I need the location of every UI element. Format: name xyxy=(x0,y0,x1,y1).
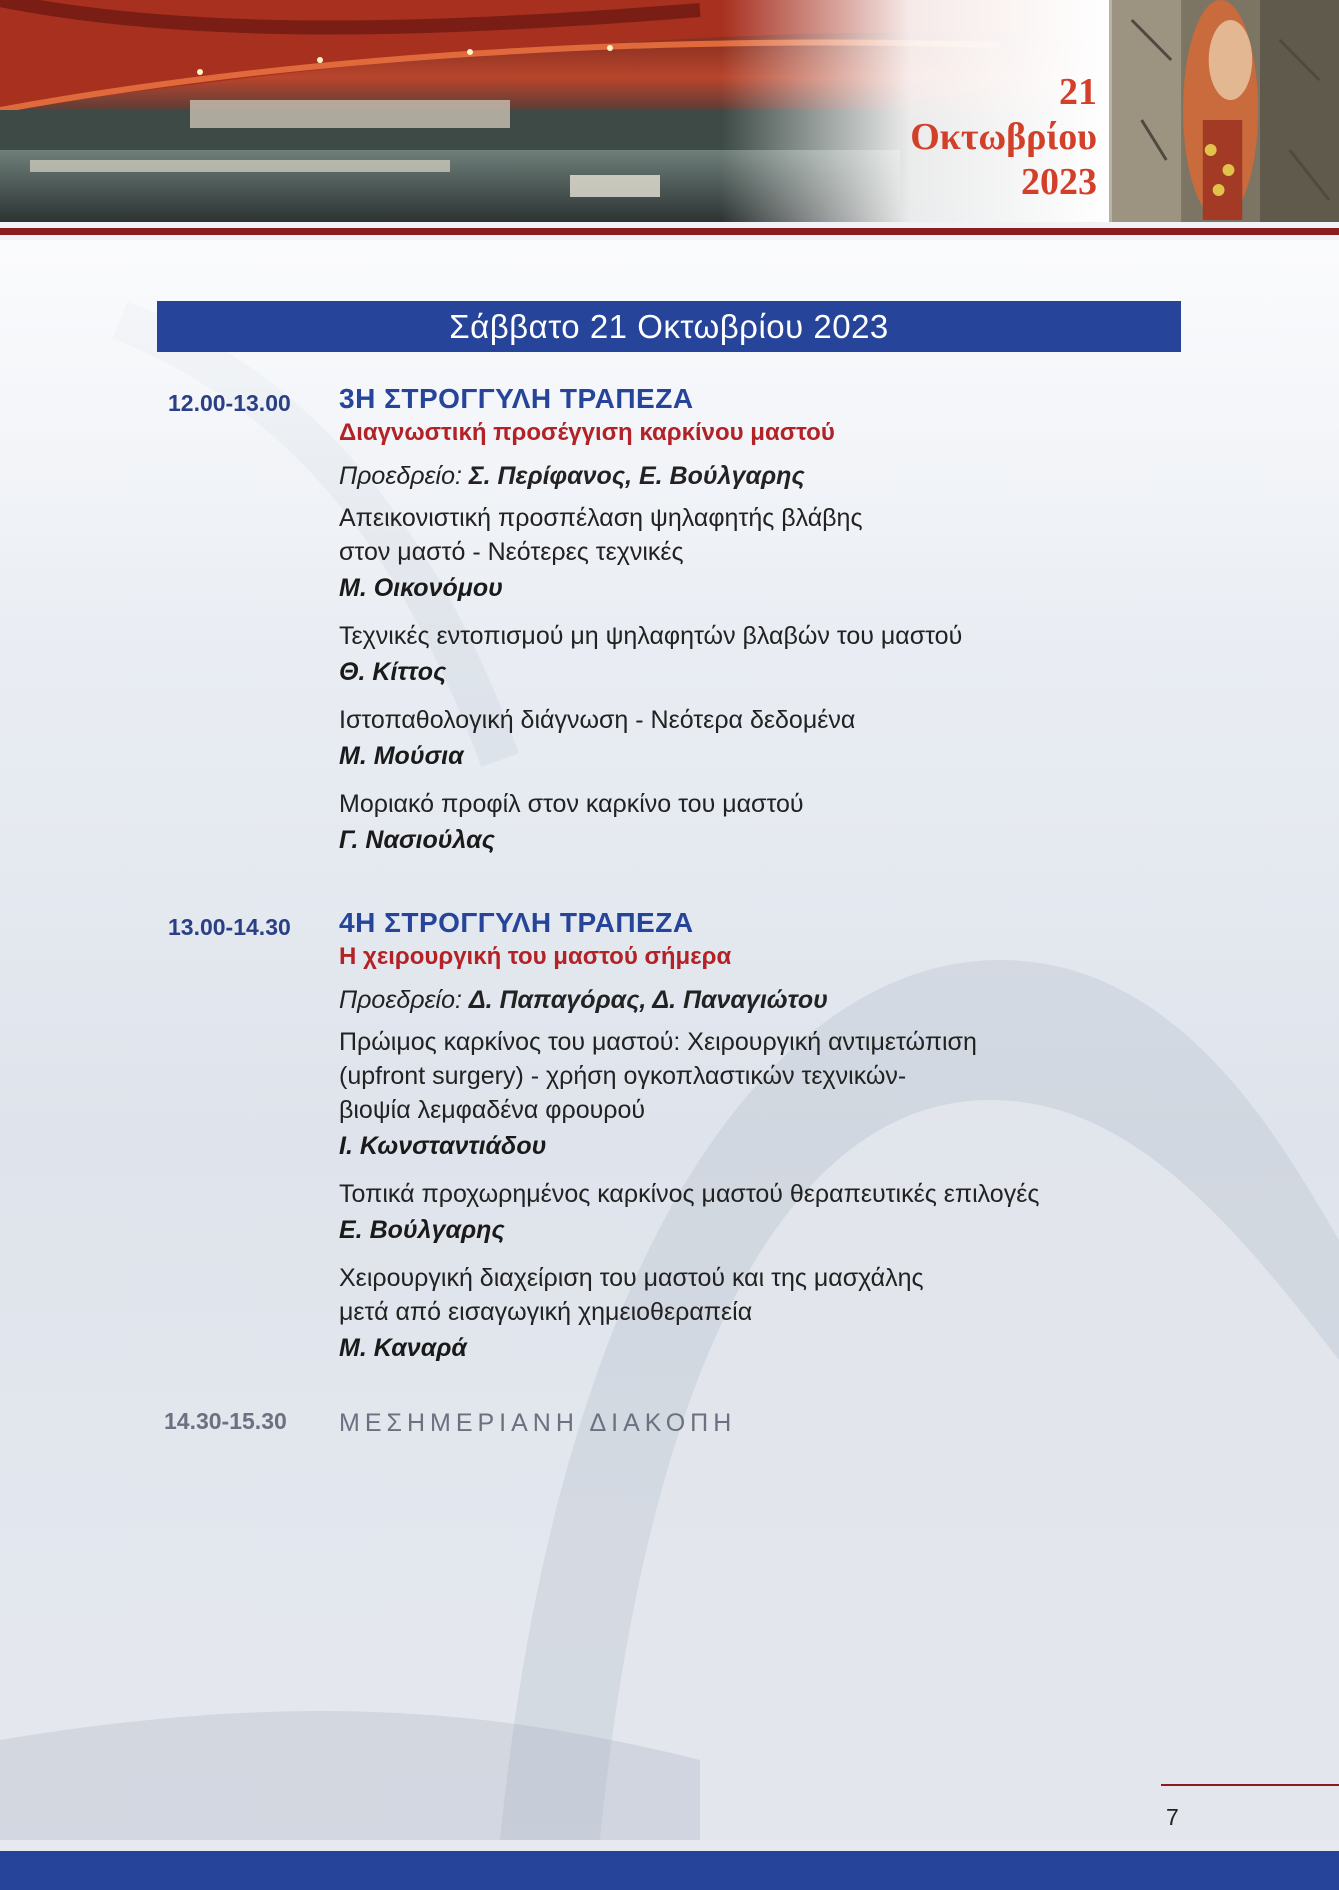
talk-speaker: Γ. Νασιούλας xyxy=(339,826,495,854)
session-time: 12.00-13.00 xyxy=(168,390,291,416)
talk-title-line: μετά από εισαγωγική χημειοθεραπεία xyxy=(339,1298,753,1326)
talk-speaker: Μ. Καναρά xyxy=(339,1334,467,1362)
talk-item xyxy=(339,619,1339,691)
page-number: 7 xyxy=(1166,1804,1179,1830)
talk-title-line: Πρώιμος καρκίνος του μαστού: Χειρουργική αντιμετώπιση xyxy=(339,1028,977,1056)
break-label: ΜΕΣΗΜΕΡΙΑΝΗ ΔΙΑΚΟΠΗ xyxy=(339,1409,737,1437)
talk-item xyxy=(339,1261,1339,1367)
program-schedule xyxy=(0,381,1339,1441)
header-divider xyxy=(0,228,1339,235)
talk-speaker: Μ. Οικονόμου xyxy=(339,574,503,602)
talk-title-line: Τοπικά προχωρημένος καρκίνος μαστού θεραπευτικές επιλογές xyxy=(339,1180,1040,1208)
talk-speaker: Μ. Μούσια xyxy=(339,742,464,770)
session-title: 4Η ΣΤΡΟΓΓΥΛΗ ΤΡΑΠΕΖΑ xyxy=(339,907,694,938)
header-date-month: Οκτωβρίου xyxy=(910,116,1097,158)
chairs-label: Προεδρείο: xyxy=(339,986,462,1014)
talk-title-line: στον μαστό - Νεότερες τεχνικές xyxy=(339,538,684,566)
footer-bar xyxy=(0,1851,1339,1890)
day-title-banner: Σάββατο 21 Οκτωβρίου 2023 xyxy=(157,301,1181,352)
talk-item xyxy=(339,501,1339,607)
talk-speaker: Θ. Κίττος xyxy=(339,658,447,686)
session-chairs xyxy=(339,983,1339,1017)
header xyxy=(0,0,1339,222)
talk-title-line: Τεχνικές εντοπισμού μη ψηλαφητών βλαβών του μαστού xyxy=(339,622,963,650)
session-subtitle: Η χειρουργική του μαστού σήμερα xyxy=(339,943,732,970)
chairs-names: Σ. Περίφανος, Ε. Βούλγαρης xyxy=(468,462,805,490)
lunch-break xyxy=(0,1405,1339,1441)
talk-item xyxy=(339,1177,1339,1249)
talk-item xyxy=(339,703,1339,775)
session-round-table-3 xyxy=(0,381,1339,859)
talk-title-line: (upfront surgery) - χρήση ογκοπλαστικών τεχνικών- xyxy=(339,1062,907,1090)
header-date-year: 2023 xyxy=(1021,161,1097,203)
page-number-rule xyxy=(1161,1784,1339,1786)
break-time: 14.30-15.30 xyxy=(164,1408,287,1434)
talk-speaker: Ι. Κωνσταντιάδου xyxy=(339,1132,547,1160)
talk-speaker: Ε. Βούλγαρης xyxy=(339,1216,505,1244)
header-date xyxy=(910,70,1097,205)
talk-title-line: βιοψία λεμφαδένα φρουρού xyxy=(339,1096,646,1124)
session-round-table-4 xyxy=(0,905,1339,1367)
talk-item xyxy=(339,1025,1339,1165)
session-subtitle: Διαγνωστική προσέγγιση καρκίνου μαστού xyxy=(339,419,835,446)
chairs-names: Δ. Παπαγόρας, Δ. Παναγιώτου xyxy=(468,986,828,1014)
talk-title-line: Μοριακό προφίλ στον καρκίνο του μαστού xyxy=(339,790,804,818)
header-date-day: 21 xyxy=(1059,71,1097,113)
talk-title-line: Ιστοπαθολογική διάγνωση - Νεότερα δεδομένα xyxy=(339,706,856,734)
session-title: 3Η ΣΤΡΟΓΓΥΛΗ ΤΡΑΠΕΖΑ xyxy=(339,383,694,414)
session-chairs xyxy=(339,459,1339,493)
session-time: 13.00-14.30 xyxy=(168,914,291,940)
header-painting-image xyxy=(1109,0,1339,222)
talk-item xyxy=(339,787,1339,859)
talk-title-line: Χειρουργική διαχείριση του μαστού και της μασχάλης xyxy=(339,1264,924,1292)
talk-title-line: Απεικονιστική προσπέλαση ψηλαφητής βλάβης xyxy=(339,504,863,532)
chairs-label: Προεδρείο: xyxy=(339,462,462,490)
